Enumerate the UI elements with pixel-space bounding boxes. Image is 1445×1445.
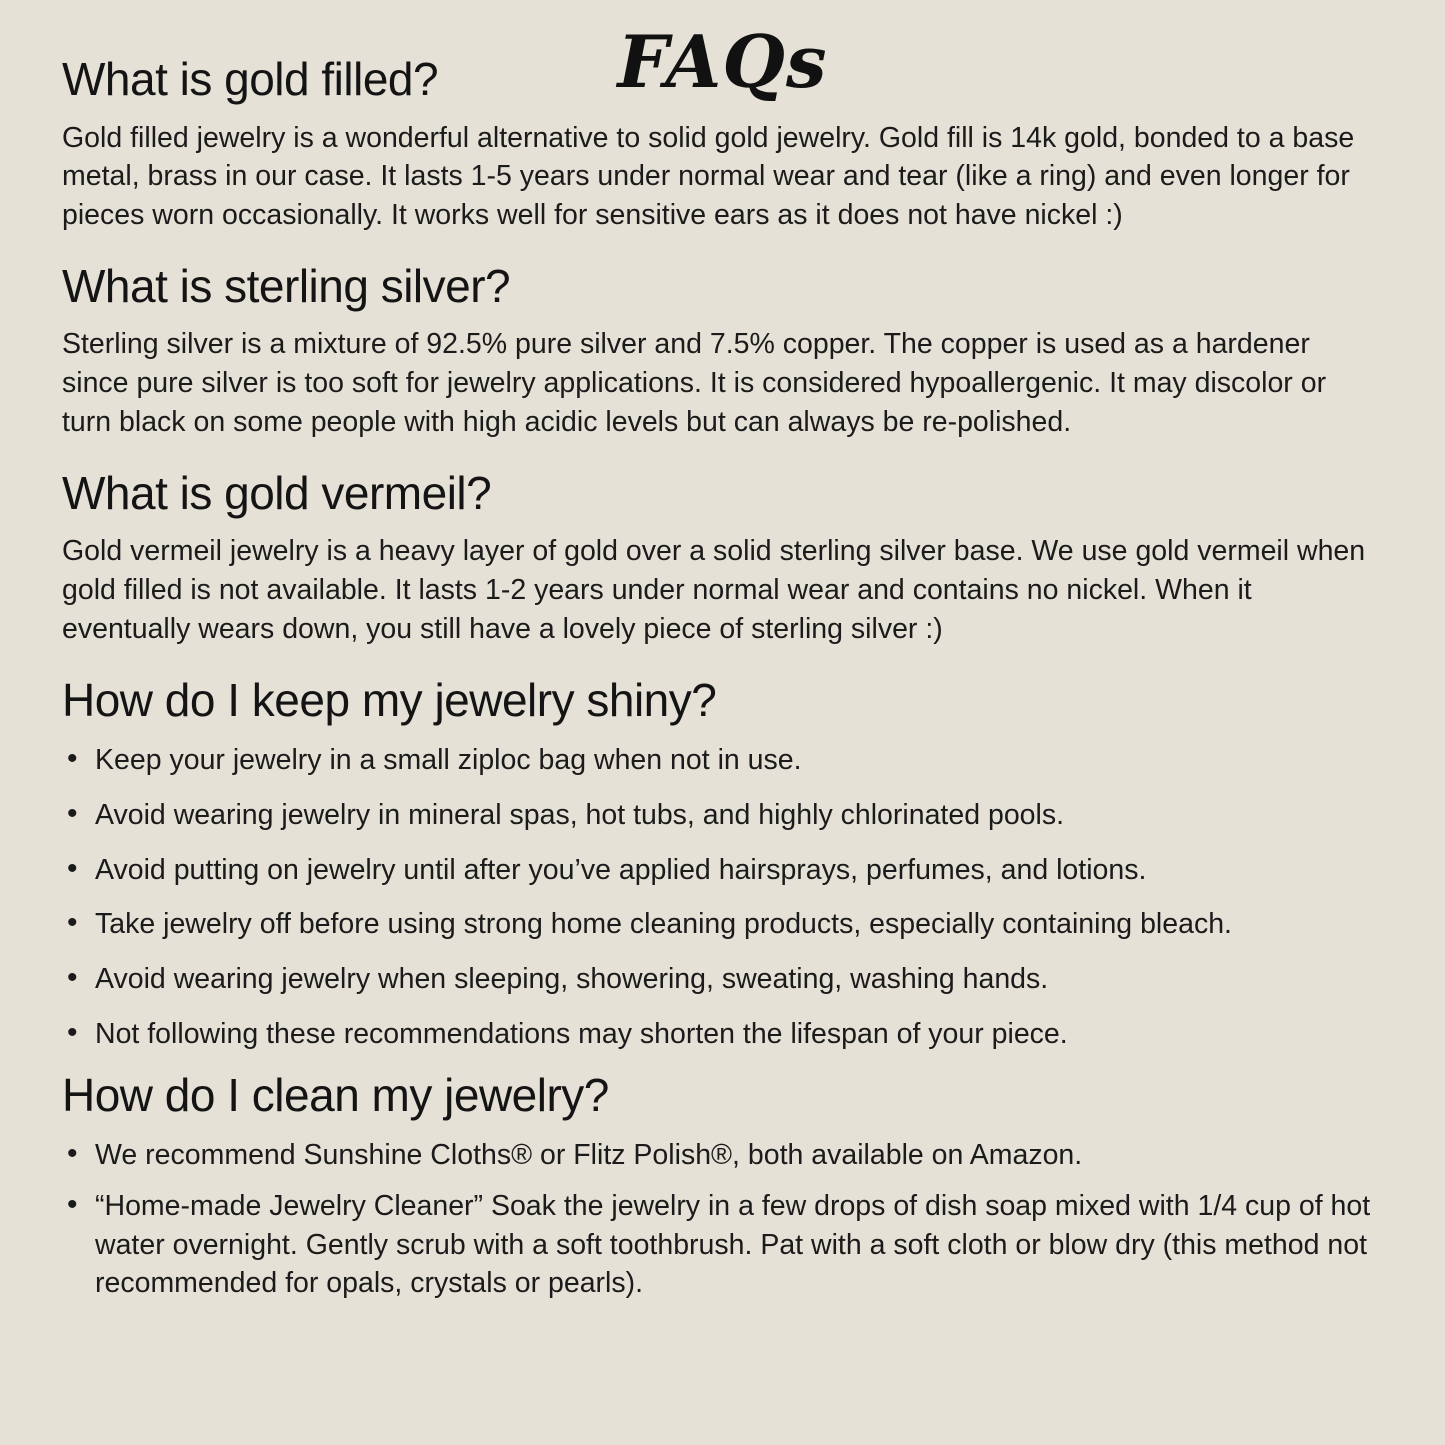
list-item: • Take jewelry off before using strong home cleaning products, especially containing bleach. — [62, 905, 1383, 944]
faq-question-gold-vermeil: What is gold vermeil? — [62, 466, 492, 519]
faq-section-keep-shiny — [62, 675, 1383, 1054]
page-title: FAQs — [617, 19, 828, 104]
faq-question-gold-filled: What is gold filled? — [62, 53, 439, 105]
list-item: • Avoid wearing jewelry in mineral spas, hot tubs, and highly chlorinated pools. — [62, 796, 1383, 835]
faq-question-sterling-silver: What is sterling silver? — [62, 259, 511, 312]
list-item: • Avoid wearing jewelry when sleeping, showering, sweating, washing hands. — [62, 960, 1383, 999]
faq-bullet-list-clean-jewelry — [62, 1136, 1383, 1303]
list-item: • “Home-made Jewelry Cleaner” Soak the jewelry in a few drops of dish soap mixed with 1/4 cup of hot water overnight. Gently scrub with a soft toothbrush. Pat with a soft cloth or blow dry (this method not recommended for opals, crystals or pearls). — [62, 1187, 1383, 1303]
faq-answer-sterling-silver: Sterling silver is a mixture of 92.5% pure silver and 7.5% copper. The copper is used as a hardener since pure silver is too soft for jewelry applications. It is considered hypoallergenic. It may discolor or turn black on some people with high acidic levels but can always be re-polished. — [62, 328, 1327, 438]
faq-section-clean-jewelry — [62, 1070, 1383, 1304]
faq-question-keep-shiny: How do I keep my jewelry shiny? — [62, 673, 717, 726]
faq-bullet-list-keep-shiny — [62, 741, 1383, 1054]
faq-section-sterling-silver — [62, 261, 1383, 442]
faq-answer-gold-filled: Gold filled jewelry is a wonderful alternative to solid gold jewelry. Gold fill is 14k gold, bonded to a base metal, brass in our case. It lasts 1-5 years under normal wear and tear (like a ring) and even longer for pieces worn occasionally. It works well for sensitive ears as it does not have nickel :) — [62, 121, 1355, 232]
faq-answer-gold-vermeil: Gold vermeil jewelry is a heavy layer of gold over a solid sterling silver base. We use gold vermeil when gold filled is not available. It lasts 1-2 years under normal wear and contains no nickel. When it eventually wears down, you still have a lovely piece of sterling silver :) — [62, 535, 1366, 645]
list-item: • Not following these recommendations may shorten the lifespan of your piece. — [62, 1015, 1383, 1054]
faq-question-clean-jewelry: How do I clean my jewelry? — [62, 1068, 609, 1121]
list-item: • Keep your jewelry in a small ziploc bag when not in use. — [62, 741, 1383, 780]
list-item: • We recommend Sunshine Cloths® or Flitz Polish®, both available on Amazon. — [62, 1136, 1383, 1175]
list-item: • Avoid putting on jewelry until after you’ve applied hairsprays, perfumes, and lotions. — [62, 851, 1383, 890]
faq-section-gold-vermeil — [62, 468, 1383, 649]
